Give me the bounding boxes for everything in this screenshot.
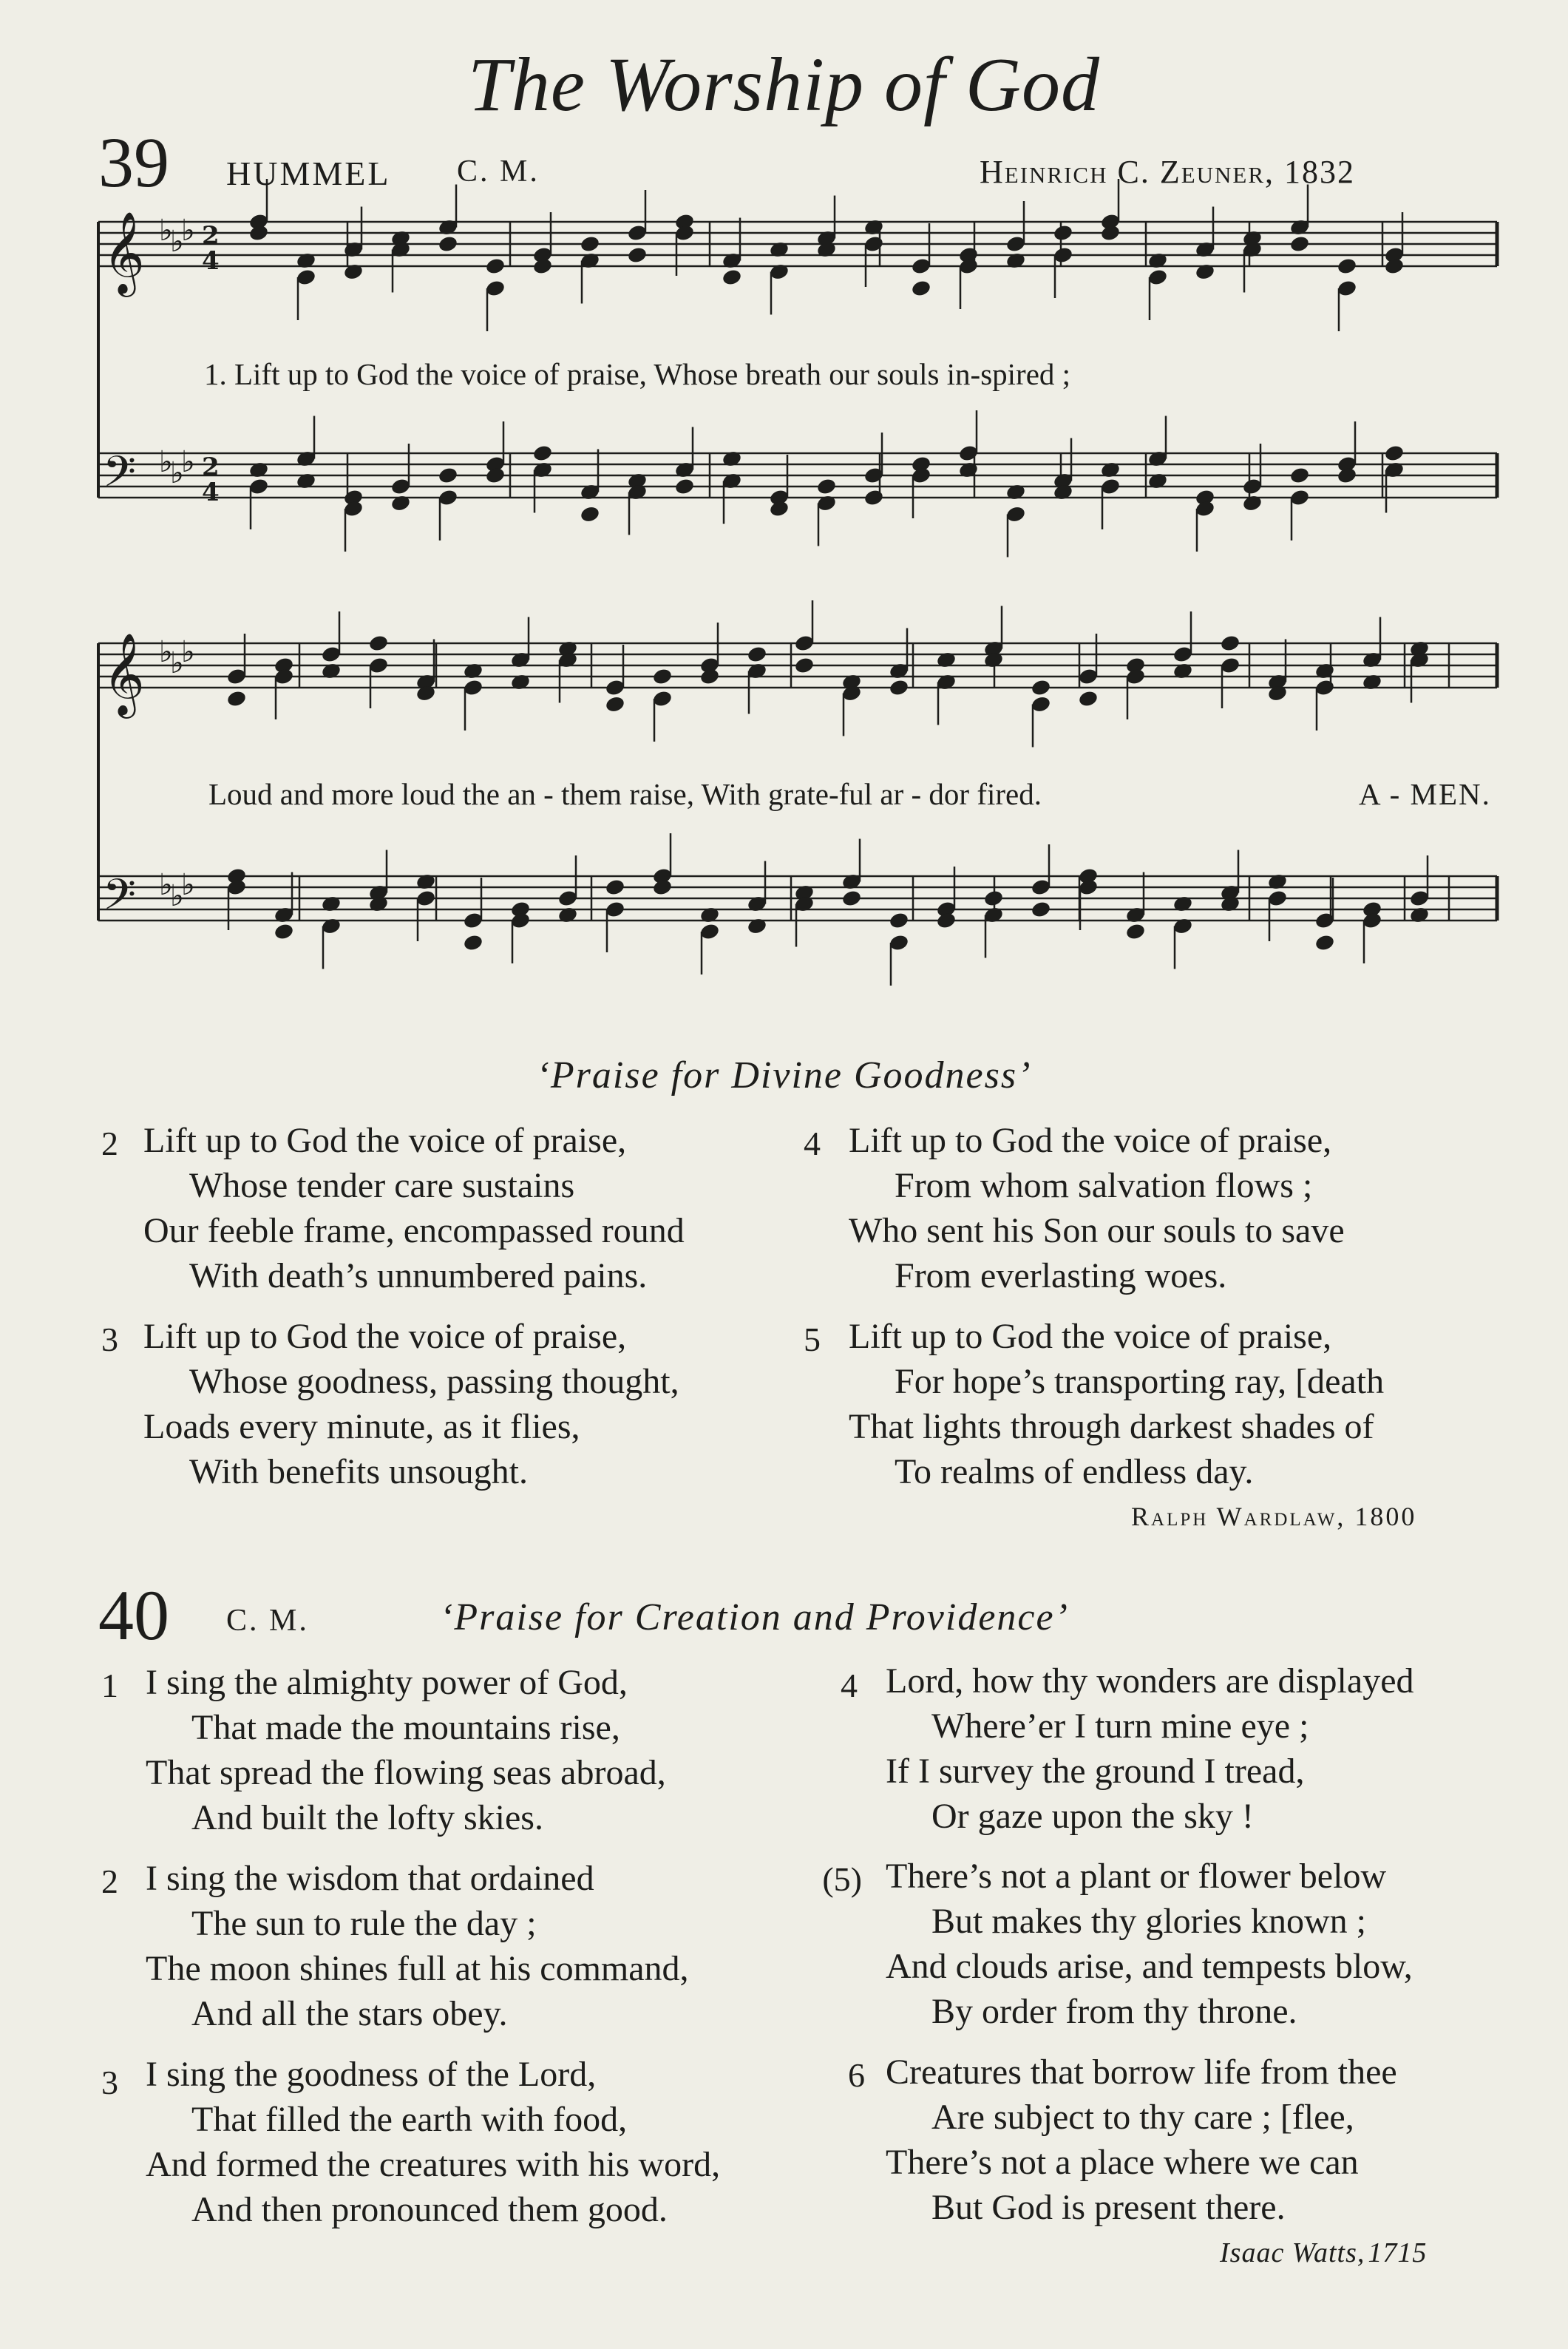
verse-number: 5 — [804, 1321, 821, 1358]
note-head — [769, 240, 790, 259]
verse-number: 1 — [101, 1667, 118, 1704]
verse-line: Creatures that borrow life from thee — [886, 2053, 1397, 2092]
note-head — [226, 689, 248, 708]
verse-line: That lights through darkest shades of — [849, 1407, 1374, 1446]
hymn-39-meter: C. M. — [457, 155, 540, 189]
note-head — [321, 895, 342, 913]
verse-line: Are subject to thy care ; [flee, — [931, 2098, 1354, 2137]
verse-line: And formed the creatures with his word, — [146, 2145, 721, 2184]
note-head — [248, 461, 270, 479]
hymn-40-verse-4 — [886, 1658, 1414, 1839]
note-head — [274, 922, 295, 940]
time-signature-bottom: 4 — [202, 246, 220, 276]
note-head — [747, 917, 768, 935]
flat-icon: ♭ — [170, 646, 184, 680]
note-head — [368, 634, 390, 652]
note-head — [1125, 922, 1147, 940]
verse-number: 3 — [101, 1321, 118, 1358]
note-head — [532, 444, 554, 462]
hymn-40-author-year: 1715 — [1368, 2237, 1428, 2268]
music-score — [0, 0, 1568, 1020]
note-head — [580, 505, 601, 523]
verse-line: And then pronounced them good. — [191, 2190, 668, 2229]
flat-icon: ♭ — [181, 868, 195, 902]
verse-number: 6 — [848, 2056, 865, 2094]
verse-line: With death’s unnumbered pains. — [189, 1256, 648, 1295]
verse-number: 2 — [101, 1125, 118, 1162]
hymn-40-author-name: Isaac Watts, — [1220, 2237, 1365, 2268]
hymn-39-author: Ralph Wardlaw, 1800 — [1131, 1502, 1417, 1531]
note-head — [652, 667, 673, 685]
note-head — [1242, 494, 1263, 512]
hymn-40-verse-6 — [886, 2050, 1397, 2230]
time-signature-bottom: 4 — [202, 478, 220, 507]
note-head — [605, 695, 626, 713]
flat-icon: ♭ — [159, 214, 173, 248]
note-head — [1172, 662, 1194, 680]
page-title: The Worship of God — [468, 42, 1100, 127]
note-head — [911, 279, 932, 297]
note-head — [1147, 472, 1169, 490]
note-head — [889, 911, 910, 929]
verse-line: With benefits unsought. — [189, 1452, 529, 1491]
verse-number: 2 — [101, 1862, 118, 1900]
hymn-39-verse-2 — [143, 1118, 685, 1298]
flat-icon: ♭ — [181, 214, 195, 248]
note-head — [1100, 461, 1121, 479]
flat-icon: ♭ — [170, 879, 184, 913]
flat-icon: ♭ — [159, 635, 173, 669]
verse-line: But makes thy glories known ; — [931, 1902, 1366, 1941]
hymn-40-number: 40 — [98, 1576, 169, 1655]
flat-icon: ♭ — [181, 445, 195, 479]
verse-line: I sing the goodness of the Lord, — [146, 2055, 597, 2094]
verse-number: 4 — [804, 1125, 821, 1162]
note-head — [841, 889, 863, 907]
note-head — [390, 494, 412, 512]
note-head — [1031, 678, 1052, 696]
note-head — [463, 662, 484, 680]
hymn-39-subtitle: ‘Praise for Divine Goodness’ — [536, 1054, 1032, 1096]
music-lyric-amen: A - MEN. — [1359, 777, 1491, 811]
hymn-40-verse-5 — [886, 1854, 1413, 2034]
verse-line: But God is present there. — [931, 2188, 1286, 2227]
hymn-40-author — [1220, 2237, 1427, 2269]
verse-line: By order from thy throne. — [931, 1992, 1297, 2031]
verse-number: (5) — [822, 1860, 862, 1898]
note-head — [1289, 234, 1311, 253]
note-head — [699, 906, 721, 924]
hymn-39-tune-name: HUMMEL — [226, 155, 391, 192]
verse-number: 4 — [841, 1667, 858, 1704]
note-head — [580, 234, 601, 253]
note-head — [863, 218, 885, 237]
verse-line: The moon shines full at his command, — [146, 1949, 689, 1988]
note-head — [510, 673, 532, 691]
note-head — [1314, 933, 1336, 952]
verse-line: Lift up to God the voice of praise, — [143, 1317, 627, 1356]
verse-line: Whose goodness, passing thought, — [189, 1362, 679, 1401]
note-head — [343, 262, 364, 281]
verse-line: And built the lofty skies. — [191, 1798, 543, 1837]
flat-icon: ♭ — [159, 868, 173, 902]
note-head — [1005, 251, 1027, 270]
note-head — [983, 889, 1005, 907]
hymn-39-verse-3 — [143, 1314, 679, 1494]
treble-clef-icon: 𝄞 — [103, 211, 145, 294]
note-head — [722, 450, 743, 468]
verse-number: 3 — [101, 2064, 118, 2101]
verse-line: Who sent his Son our souls to save — [849, 1211, 1345, 1250]
verse-line: Lift up to God the voice of praise, — [849, 1317, 1332, 1356]
note-head — [1362, 673, 1383, 691]
note-head — [557, 906, 579, 924]
time-signature-top: 2 — [202, 452, 220, 482]
note-head — [1195, 262, 1216, 281]
hymn-40-verse-2 — [146, 1856, 689, 2036]
hymn-39-verse-5 — [849, 1314, 1384, 1494]
bass-clef-icon: 𝄢 — [103, 870, 137, 930]
verse-line: For hope’s transporting ray, [death — [895, 1362, 1385, 1401]
verse-line: From everlasting woes. — [895, 1256, 1227, 1295]
note-head — [674, 477, 696, 495]
note-head — [463, 933, 484, 952]
music-lyric-line-2: Loud and more loud the an - them raise, With grate-ful ar - dor fired. — [208, 777, 1042, 811]
verse-line: Lift up to God the voice of praise, — [849, 1121, 1332, 1160]
note-head — [1078, 689, 1099, 708]
note-head — [1031, 900, 1052, 918]
treble-clef-icon: 𝄞 — [103, 632, 145, 715]
time-signature-top: 2 — [202, 221, 220, 251]
note-head — [863, 488, 885, 506]
note-head — [1267, 872, 1289, 891]
note-head — [1409, 906, 1430, 924]
note-head — [722, 268, 743, 286]
note-head — [321, 662, 342, 680]
verse-line: Lord, how thy wonders are displayed — [886, 1661, 1414, 1701]
verse-line: Our feeble frame, encompassed round — [143, 1211, 685, 1250]
flat-icon: ♭ — [170, 456, 184, 490]
note-head — [438, 466, 459, 484]
note-head — [1172, 895, 1194, 913]
note-head — [889, 678, 910, 696]
note-head — [1337, 257, 1358, 275]
verse-line: I sing the almighty power of God, — [146, 1663, 628, 1702]
note-head — [415, 872, 437, 891]
verse-line: Where’er I turn mine eye ; — [931, 1706, 1309, 1746]
verse-line: From whom salvation flows ; — [895, 1166, 1313, 1205]
verse-line: And all the stars obey. — [191, 1994, 508, 2033]
verse-line: To realms of endless day. — [895, 1452, 1254, 1491]
note-head — [627, 245, 648, 264]
verse-line: The sun to rule the day ; — [191, 1904, 537, 1943]
hymn-40-verse-3 — [146, 2052, 720, 2232]
note-head — [485, 257, 506, 275]
note-head — [1289, 466, 1311, 484]
note-head — [816, 477, 838, 495]
note-head — [605, 878, 626, 896]
note-head — [1314, 662, 1336, 680]
verse-line: Lift up to God the voice of praise, — [143, 1121, 627, 1160]
hymn-39-number: 39 — [98, 123, 169, 202]
verse-line: That filled the earth with food, — [191, 2100, 628, 2139]
hymn-39-composer: Heinrich C. Zeuner, 1832 — [980, 154, 1356, 190]
verse-line: That made the mountains rise, — [191, 1708, 620, 1747]
hymn-40-subtitle: ‘Praise for Creation and Providence’ — [440, 1596, 1069, 1638]
note-head — [1053, 223, 1074, 242]
verse-line: I sing the wisdom that ordained — [146, 1859, 594, 1898]
music-lyric-line-1: 1. Lift up to God the voice of praise, Whose breath our souls in-spired ; — [204, 357, 1071, 391]
flat-icon: ♭ — [170, 225, 184, 259]
verse-line: Or gaze upon the sky ! — [931, 1797, 1254, 1836]
verse-line: Whose tender care sustains — [189, 1166, 575, 1205]
flat-icon: ♭ — [159, 445, 173, 479]
verse-line: Loads every minute, as it flies, — [143, 1407, 580, 1446]
note-head — [438, 234, 459, 253]
note-head — [747, 645, 768, 663]
verse-line: There’s not a plant or flower below — [886, 1857, 1387, 1896]
verse-line: If I survey the ground I tread, — [886, 1752, 1305, 1791]
note-head — [1220, 634, 1241, 652]
note-head — [936, 651, 957, 669]
note-head — [794, 656, 815, 674]
verse-line: And clouds arise, and tempests blow, — [886, 1947, 1413, 1986]
note-head — [1147, 251, 1169, 270]
verse-line: There’s not a place where we can — [886, 2143, 1359, 2182]
note-head — [1005, 483, 1027, 501]
verse-line: That spread the flowing seas abroad, — [146, 1753, 666, 1792]
bass-clef-icon: 𝄢 — [103, 447, 137, 507]
note-head — [958, 461, 980, 479]
note-head — [1384, 444, 1405, 462]
hymn-40-meter: C. M. — [226, 1604, 309, 1638]
note-head — [296, 251, 317, 270]
hymn-39-verse-4 — [849, 1118, 1345, 1298]
hymn-40-verse-1 — [146, 1660, 666, 1840]
flat-icon: ♭ — [181, 635, 195, 669]
note-head — [296, 472, 317, 490]
